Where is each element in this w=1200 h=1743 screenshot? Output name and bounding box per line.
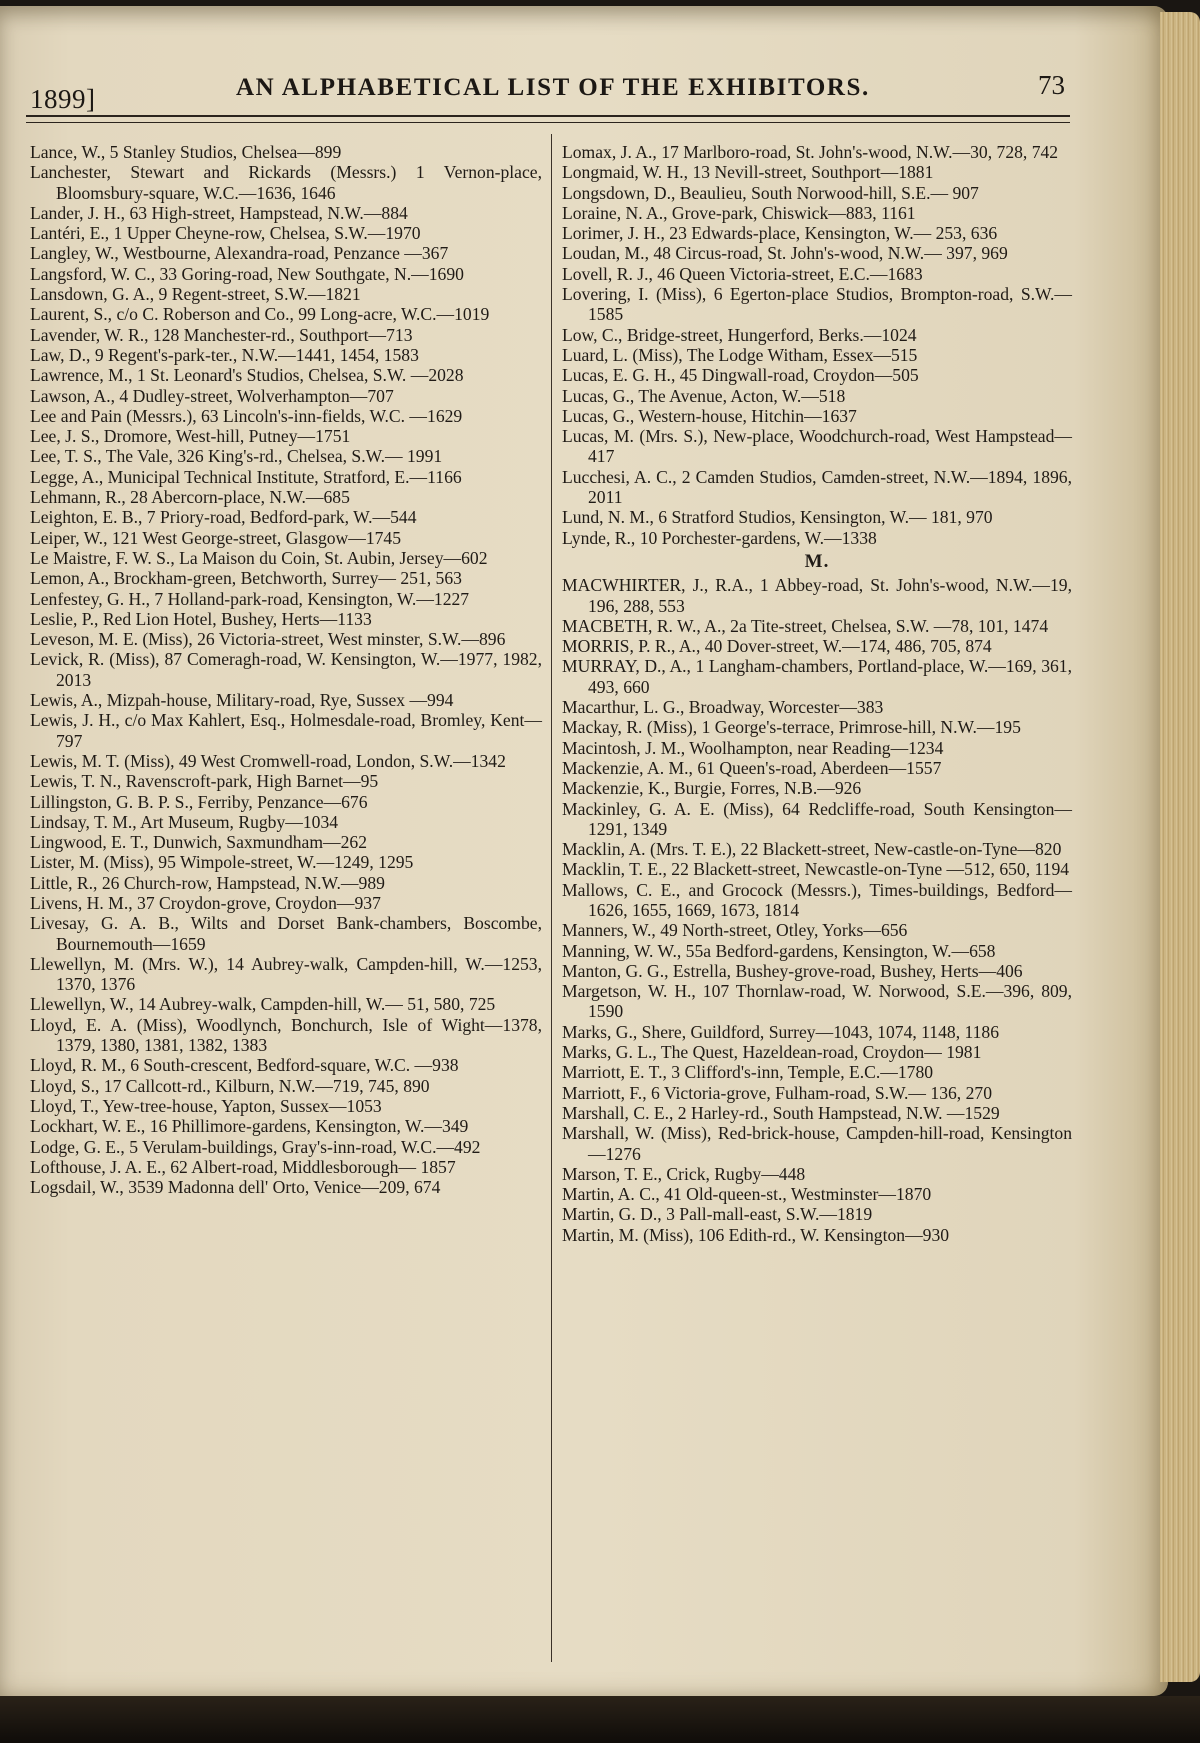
book-page — [0, 6, 1168, 1696]
exhibitor-entry: Lomax, J. A., 17 Marlboro-road, St. John's-wood, N.W.—30, 728, 742 — [562, 142, 1059, 162]
exhibitor-entry: Martin, G. D., 3 Pall-mall-east, S.W.—1819 — [562, 1204, 873, 1225]
exhibitor-entry: Lewis, J. H., c/o Max Kahlert, Esq., Holmesdale-road, Bromley, Kent—797 — [30, 710, 542, 751]
exhibitor-entry: Macintosh, J. M., Woolhampton, near Reading—1234 — [562, 737, 944, 758]
exhibitor-entry: Laurent, S., c/o C. Roberson and Co., 99 Long-acre, W.C.—1019 — [30, 304, 490, 325]
right-column — [562, 142, 1072, 1245]
exhibitor-entry: Marriott, F., 6 Victoria-grove, Fulham-road, S.W.— 136, 270 — [562, 1082, 992, 1103]
right-column-m-entries — [562, 575, 1072, 1245]
exhibitor-entry: Loraine, N. A., Grove-park, Chiswick—883, 1161 — [562, 202, 916, 223]
exhibitor-entry: Lee, T. S., The Vale, 326 King's-rd., Chelsea, S.W.— 1991 — [30, 446, 443, 467]
left-column — [30, 142, 542, 1197]
exhibitor-entry: Lorimer, J. H., 23 Edwards-place, Kensington, W.— 253, 636 — [562, 223, 998, 244]
exhibitor-entry: Lenfestey, G. H., 7 Holland-park-road, Kensington, W.—1227 — [30, 588, 470, 609]
exhibitor-entry: Mackinley, G. A. E. (Miss), 64 Redcliffe-road, South Kensington—1291, 1349 — [562, 798, 1072, 839]
header-title: AN ALPHABETICAL LIST OF THE EXHIBITORS. — [236, 74, 870, 101]
exhibitor-entry: Langsford, W. C., 33 Goring-road, New Southgate, N.—1690 — [30, 263, 464, 284]
exhibitor-entry: Lawrence, M., 1 St. Leonard's Studios, Chelsea, S.W. —2028 — [30, 365, 464, 386]
exhibitor-entry: MORRIS, P. R., A., 40 Dover-street, W.—174, 486, 705, 874 — [562, 636, 992, 657]
exhibitor-entry: MACWHIRTER, J., R.A., 1 Abbey-road, St. John's-wood, N.W.—19, 196, 288, 553 — [562, 575, 1072, 616]
exhibitor-entry: Lund, N. M., 6 Stratford Studios, Kensington, W.— 181, 970 — [562, 507, 993, 528]
exhibitor-entry: Lucas, E. G. H., 45 Dingwall-road, Croydon—505 — [562, 365, 919, 386]
exhibitor-entry: Manners, W., 49 North-street, Otley, Yorks—656 — [562, 920, 908, 941]
exhibitor-entry: Margetson, W. H., 107 Thornlaw-road, W. Norwood, S.E.—396, 809, 1590 — [562, 981, 1072, 1022]
exhibitor-entry: Lloyd, R. M., 6 South-crescent, Bedford-square, W.C. —938 — [30, 1055, 459, 1076]
exhibitor-entry: Lindsay, T. M., Art Museum, Rugby—1034 — [30, 811, 339, 832]
exhibitor-entry: Lucas, M. (Mrs. S.), New-place, Woodchurch-road, West Hampstead—417 — [562, 426, 1072, 467]
exhibitor-entry: Lehmann, R., 28 Abercorn-place, N.W.—685 — [30, 487, 350, 508]
header-rule — [26, 115, 1070, 123]
exhibitor-entry: Levick, R. (Miss), 87 Comeragh-road, W. Kensington, W.—1977, 1982, 2013 — [30, 649, 542, 690]
exhibitor-entry: Lloyd, E. A. (Miss), Woodlynch, Bonchurch, Isle of Wight—1378, 1379, 1380, 1381, 1382, 1383 — [30, 1014, 542, 1056]
exhibitor-entry: Manning, W. W., 55a Bedford-gardens, Kensington, W.—658 — [562, 940, 996, 961]
exhibitor-entry: Loudan, M., 48 Circus-road, St. John's-wood, N.W.— 397, 969 — [562, 243, 1008, 264]
exhibitor-entry: Mallows, C. E., and Grocock (Messrs.), Times-buildings, Bedford—1626, 1655, 1669, 1673, 1814 — [562, 879, 1072, 920]
exhibitor-entry: Lovering, I. (Miss), 6 Egerton-place Studios, Brompton-road, S.W.—1585 — [562, 284, 1072, 325]
exhibitor-entry: Lucas, G., The Avenue, Acton, W.—518 — [562, 385, 846, 406]
exhibitor-entry: Marson, T. E., Crick, Rugby—448 — [562, 1163, 806, 1184]
exhibitor-entry: Mackay, R. (Miss), 1 George's-terrace, Primrose-hill, N.W.—195 — [562, 717, 1021, 738]
exhibitor-entry: Lodge, G. E., 5 Verulam-buildings, Gray's-inn-road, W.C.—492 — [30, 1136, 481, 1157]
exhibitor-entry: Le Maistre, F. W. S., La Maison du Coin, St. Aubin, Jersey—602 — [30, 547, 488, 568]
exhibitor-entry: Mackenzie, K., Burgie, Forres, N.B.—926 — [562, 778, 862, 799]
exhibitor-entry: Lavender, W. R., 128 Manchester-rd., Southport—713 — [30, 324, 413, 345]
exhibitor-entry: Macklin, A. (Mrs. T. E.), 22 Blackett-street, New-castle-on-Tyne—820 — [562, 839, 1062, 860]
exhibitor-entry: Law, D., 9 Regent's-park-ter., N.W.—1441, 1454, 1583 — [30, 344, 419, 365]
exhibitor-entry: Lewis, A., Mizpah-house, Military-road, Rye, Sussex —994 — [30, 690, 454, 711]
exhibitor-entry: Leighton, E. B., 7 Priory-road, Bedford-park, W.—544 — [30, 507, 417, 528]
exhibitor-entry: Legge, A., Municipal Technical Institute, Stratford, E.—1166 — [30, 466, 462, 487]
section-letter-m: M. — [804, 550, 830, 572]
exhibitor-entry: Lillingston, G. B. P. S., Ferriby, Penzance—676 — [30, 791, 368, 812]
exhibitor-entry: Lander, J. H., 63 High-street, Hampstead, N.W.—884 — [30, 202, 408, 223]
exhibitor-entry: Lingwood, E. T., Dunwich, Saxmundham—262 — [30, 832, 368, 853]
column-divider — [551, 134, 552, 1662]
exhibitor-entry: Logsdail, W., 3539 Madonna dell' Orto, Venice—209, 674 — [30, 1177, 441, 1198]
exhibitor-entry: Low, C., Bridge-street, Hungerford, Berks.—1024 — [562, 324, 917, 345]
exhibitor-entry: Lantéri, E., 1 Upper Cheyne-row, Chelsea, S.W.—1970 — [30, 223, 421, 244]
exhibitor-entry: Marks, G., Shere, Guildford, Surrey—1043, 1074, 1148, 1186 — [562, 1021, 1000, 1042]
page-number: 73 — [1038, 70, 1065, 100]
exhibitor-entry: Manton, G. G., Estrella, Bushey-grove-road, Bushey, Herts—406 — [562, 960, 1023, 981]
exhibitor-entry: Langley, W., Westbourne, Alexandra-road, Penzance —367 — [30, 243, 449, 264]
exhibitor-entry: Mackenzie, A. M., 61 Queen's-road, Aberdeen—1557 — [562, 757, 942, 778]
exhibitor-entry: Leveson, M. E. (Miss), 26 Victoria-street, West minster, S.W.—896 — [30, 629, 506, 650]
exhibitor-entry: Lewis, M. T. (Miss), 49 West Cromwell-road, London, S.W.—1342 — [30, 750, 506, 771]
exhibitor-entry: Marshall, W. (Miss), Red-brick-house, Campden-hill-road, Kensington—1276 — [562, 1123, 1072, 1164]
exhibitor-entry: Lovell, R. J., 46 Queen Victoria-street, E.C.—1683 — [562, 263, 923, 284]
exhibitor-entry: Lister, M. (Miss), 95 Wimpole-street, W.—1249, 1295 — [30, 852, 414, 873]
exhibitor-entry: Lee, J. S., Dromore, West-hill, Putney—1751 — [30, 426, 351, 447]
exhibitor-entry: Marshall, C. E., 2 Harley-rd., South Hampstead, N.W. —1529 — [562, 1102, 1000, 1123]
exhibitor-entry: MURRAY, D., A., 1 Langham-chambers, Portland-place, W.—169, 361, 493, 660 — [562, 656, 1072, 697]
exhibitor-entry: Martin, M. (Miss), 106 Edith-rd., W. Kensington—930 — [562, 1224, 950, 1245]
bottom-shadow — [0, 1696, 1200, 1743]
right-column-l-entries — [562, 142, 1072, 548]
running-head — [26, 70, 1078, 114]
exhibitor-entry: Marriott, E. T., 3 Clifford's-inn, Temple, E.C.—1780 — [562, 1062, 934, 1083]
exhibitor-entry: Lucchesi, A. C., 2 Camden Studios, Camden-street, N.W.—1894, 1896, 2011 — [562, 466, 1072, 508]
exhibitor-entry: Marks, G. L., The Quest, Hazeldean-road, Croydon— 1981 — [562, 1042, 982, 1063]
exhibitor-entry: Livesay, G. A. B., Wilts and Dorset Bank-chambers, Boscombe, Bournemouth—1659 — [30, 913, 542, 954]
exhibitor-entry: Lemon, A., Brockham-green, Betchworth, Surrey— 251, 563 — [30, 568, 462, 589]
page-fore-edge — [1160, 12, 1200, 1682]
exhibitor-entry: MACBETH, R. W., A., 2a Tite-street, Chelsea, S.W. —78, 101, 1474 — [562, 615, 1049, 636]
exhibitor-entry: Lloyd, S., 17 Callcott-rd., Kilburn, N.W.—719, 745, 890 — [30, 1075, 430, 1096]
exhibitor-entry: Lance, W., 5 Stanley Studios, Chelsea—899 — [30, 142, 342, 162]
exhibitor-entry: Livens, H. M., 37 Croydon-grove, Croydon—937 — [30, 892, 381, 913]
exhibitor-entry: Lawson, A., 4 Dudley-street, Wolverhampton—707 — [30, 385, 394, 406]
exhibitor-entry: Lockhart, W. E., 16 Phillimore-gardens, Kensington, W.—349 — [30, 1116, 469, 1137]
exhibitor-entry: Macklin, T. E., 22 Blackett-street, Newcastle-on-Tyne —512, 650, 1194 — [562, 859, 1070, 880]
exhibitor-entry: Lee and Pain (Messrs.), 63 Lincoln's-inn-fields, W.C. —1629 — [30, 405, 463, 426]
exhibitor-entry: Luard, L. (Miss), The Lodge Witham, Essex—515 — [562, 344, 918, 365]
exhibitor-entry: Lansdown, G. A., 9 Regent-street, S.W.—1821 — [30, 284, 361, 305]
exhibitor-entry: Macarthur, L. G., Broadway, Worcester—383 — [562, 697, 884, 718]
exhibitor-entry: Leslie, P., Red Lion Hotel, Bushey, Herts—1133 — [30, 608, 372, 629]
exhibitor-entry: Little, R., 26 Church-row, Hampstead, N.W.—989 — [30, 872, 385, 893]
exhibitor-entry: Longsdown, D., Beaulieu, South Norwood-hill, S.E.— 907 — [562, 182, 979, 203]
exhibitor-entry: Longmaid, W. H., 13 Nevill-street, Southport—1881 — [562, 162, 934, 183]
exhibitor-entry: Lynde, R., 10 Porchester-gardens, W.—1338 — [562, 527, 877, 548]
header-year: 1899] — [30, 84, 96, 114]
exhibitor-entry: Lewis, T. N., Ravenscroft-park, High Barnet—95 — [30, 771, 379, 792]
exhibitor-entry: Lofthouse, J. A. E., 62 Albert-road, Middlesborough— 1857 — [30, 1156, 456, 1177]
exhibitor-entry: Lanchester, Stewart and Rickards (Messrs.) 1 Vernon-place, Bloomsbury-square, W.C.—1636, 1646 — [30, 162, 542, 203]
exhibitor-entry: Leiper, W., 121 West George-street, Glasgow—1745 — [30, 527, 402, 548]
exhibitor-entry: Martin, A. C., 41 Old-queen-st., Westminster—1870 — [562, 1184, 932, 1205]
exhibitor-entry: Lloyd, T., Yew-tree-house, Yapton, Sussex—1053 — [30, 1095, 382, 1116]
exhibitor-entry: Lucas, G., Western-house, Hitchin—1637 — [562, 405, 857, 426]
exhibitor-entry: Llewellyn, W., 14 Aubrey-walk, Campden-hill, W.— 51, 580, 725 — [30, 994, 496, 1015]
exhibitor-entry: Llewellyn, M. (Mrs. W.), 14 Aubrey-walk, Campden-hill, W.—1253, 1370, 1376 — [30, 953, 542, 995]
